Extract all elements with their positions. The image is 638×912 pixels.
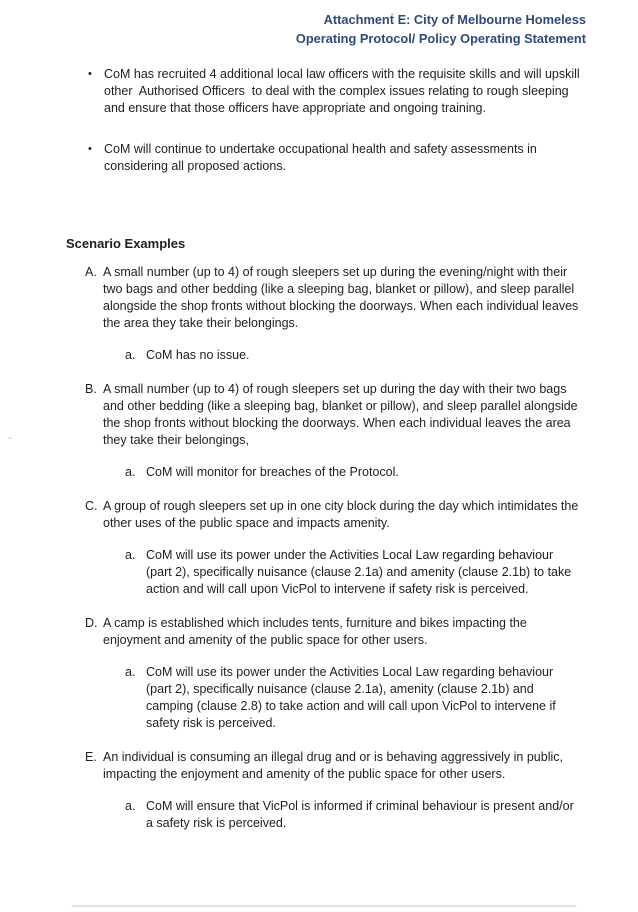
bullet-text: CoM will continue to undertake occupational health and safety assessments in considering all proposed actions. (104, 142, 541, 173)
scenario-label: E. (85, 750, 97, 764)
scenario-sub-label: a. (125, 799, 136, 813)
scenario-text: A camp is established which includes tents, furniture and bikes impacting the enjoyment and amenity of the public space for other users. (103, 616, 531, 647)
header-line-2: Operating Protocol/ Policy Operating Statement (295, 31, 586, 46)
bullet-icon: • (88, 68, 92, 80)
scenario-item-b (66, 381, 582, 481)
scenario-sub-text: CoM will use its power under the Activities Local Law regarding behaviour (part 2), specifically nuisance (clause 2.1a), amenity (clause 2.1b) and camping (clause 2.8) to take action and will call upon VicPol to intervene if safety risk is perceived. (146, 665, 560, 730)
scenario-paragraph (85, 264, 582, 332)
scenario-response (125, 547, 582, 598)
scenario-sub-text: CoM will monitor for breaches of the Protocol. (146, 465, 399, 479)
scenario-label: D. (85, 616, 98, 630)
scenario-label: C. (85, 499, 98, 513)
bullet-item (66, 141, 582, 175)
header-line-1: Attachment E: City of Melbourne Homeless (323, 12, 586, 27)
scenario-sub-label: a. (125, 665, 136, 679)
bullet-icon: • (88, 143, 92, 155)
scenario-item-a (66, 264, 582, 364)
scenario-response (125, 664, 582, 732)
scenario-sub-text: CoM will use its power under the Activities Local Law regarding behaviour (part 2), specifically nuisance (clause 2.1a) and amenity (clause 2.1b) to take action and will call upon VicPol to intervene if safety risk is perceived. (146, 548, 575, 596)
scenario-sub-text: CoM will ensure that VicPol is informed if criminal behaviour is present and/or a safety risk is perceived. (146, 799, 578, 830)
document-body (0, 66, 638, 832)
scenario-response (125, 798, 582, 832)
document-header (0, 0, 638, 48)
scenario-paragraph (85, 498, 582, 532)
scenario-item-d (66, 615, 582, 732)
scenario-sub-label: a. (125, 465, 136, 479)
bullet-text: CoM has recruited 4 additional local law officers with the requisite skills and will upskill other Authorised Officers to deal with the complex issues relating to rough sleeping and ensure that those officers have appropriate and ongoing training. (104, 67, 584, 115)
scenario-item-e (66, 749, 582, 832)
scenario-paragraph (85, 615, 582, 649)
bullet-list (66, 66, 582, 175)
scenario-response (125, 347, 582, 364)
section-heading: Scenario Examples (66, 236, 186, 251)
scenario-text: A small number (up to 4) of rough sleepers set up during the day with their two bags and other bedding (like a sleeping bag, blanket or pillow), and sleep parallel alongside the shop fronts without blocking the doorways. When each individual leaves the area they take their belongings, (103, 382, 582, 447)
scenario-sub-text: CoM has no issue. (146, 348, 250, 362)
scenario-text: A group of rough sleepers set up in one city block during the day which intimidates the other uses of the public space and impacts amenity. (103, 499, 582, 530)
scenario-sub-label: a. (125, 548, 136, 562)
scenario-paragraph (85, 381, 582, 449)
scan-artifact-line (72, 905, 576, 907)
scenario-label: B. (85, 382, 97, 396)
scan-speck (8, 437, 12, 439)
scenario-sub-label: a. (125, 348, 136, 362)
scan-speck (391, 13, 394, 15)
scenario-text: An individual is consuming an illegal drug and or is behaving aggressively in public, impacting the enjoyment and amenity of the public space for other users. (103, 750, 567, 781)
bullet-item (66, 66, 582, 117)
scenario-paragraph (85, 749, 582, 783)
scenario-label: A. (85, 265, 97, 279)
scenario-response (125, 464, 582, 481)
scenario-text: A small number (up to 4) of rough sleepers set up during the evening/night with their two bags and other bedding (like a sleeping bag, blanket or pillow), and sleep parallel alongside the shop fronts without blocking the doorways. When each individual leaves the area they take their belongings. (103, 265, 582, 330)
scenario-item-c (66, 498, 582, 598)
